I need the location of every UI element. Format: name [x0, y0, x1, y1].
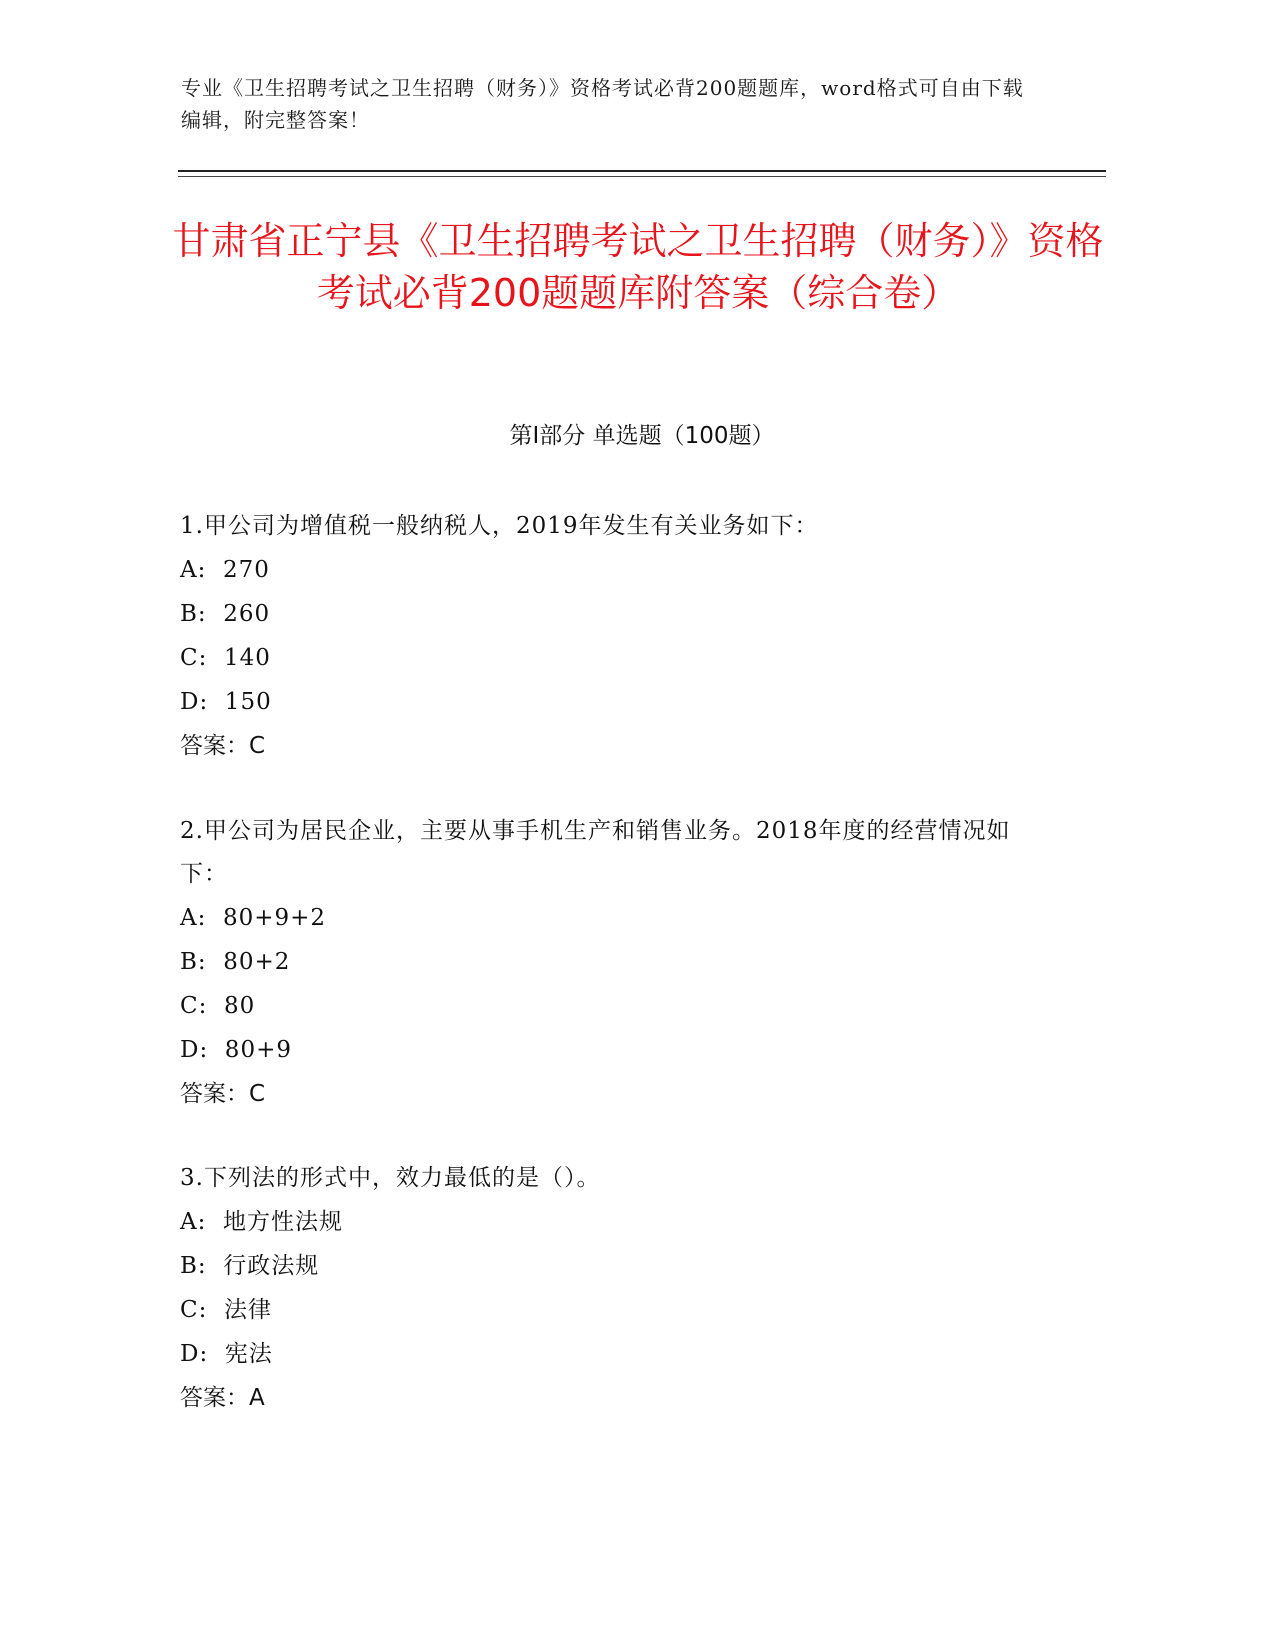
question-stem: 3.下列法的形式中，效力最低的是（）。	[180, 1165, 601, 1191]
answer: 答案：C	[180, 1081, 266, 1107]
option-c: C: 140	[180, 645, 271, 671]
section-title: 第Ⅰ部分 单选题（100题）	[509, 423, 775, 449]
option-a: A: 270	[180, 557, 270, 583]
option-d: D: 宪法	[180, 1341, 273, 1367]
option-c: C: 法律	[180, 1297, 272, 1323]
option-d: D: 150	[180, 689, 272, 715]
question-2	[180, 810, 1040, 1116]
header-note: 专业《卫生招聘考试之卫生招聘（财务）》资格考试必背200题题库，word格式可自由下载编辑，附完整答案！	[181, 76, 1024, 132]
option-a: A: 地方性法规	[180, 1209, 343, 1235]
document-title: 甘肃省正宁县《卫生招聘考试之卫生招聘（财务）》资格考试必背200题题库附答案（综合卷）	[172, 219, 1104, 315]
header-divider-thin	[178, 176, 1106, 177]
option-d: D: 80+9	[180, 1037, 292, 1063]
option-c: C: 80	[180, 993, 256, 1019]
question-3	[180, 1157, 1040, 1420]
question-stem: 1.甲公司为增值税一般纳税人，2019年发生有关业务如下：	[180, 513, 819, 539]
answer: 答案：A	[180, 1385, 265, 1411]
header-divider-thick	[178, 170, 1106, 172]
question-1	[180, 505, 1040, 768]
question-stem: 2.甲公司为居民企业，主要从事手机生产和销售业务。2018年度的经营情况如下：	[180, 818, 1011, 887]
option-b: B: 80+2	[180, 949, 291, 975]
answer: 答案：C	[180, 733, 266, 759]
option-b: B: 260	[180, 601, 271, 627]
option-a: A: 80+9+2	[180, 905, 327, 931]
option-b: B: 行政法规	[180, 1253, 320, 1279]
